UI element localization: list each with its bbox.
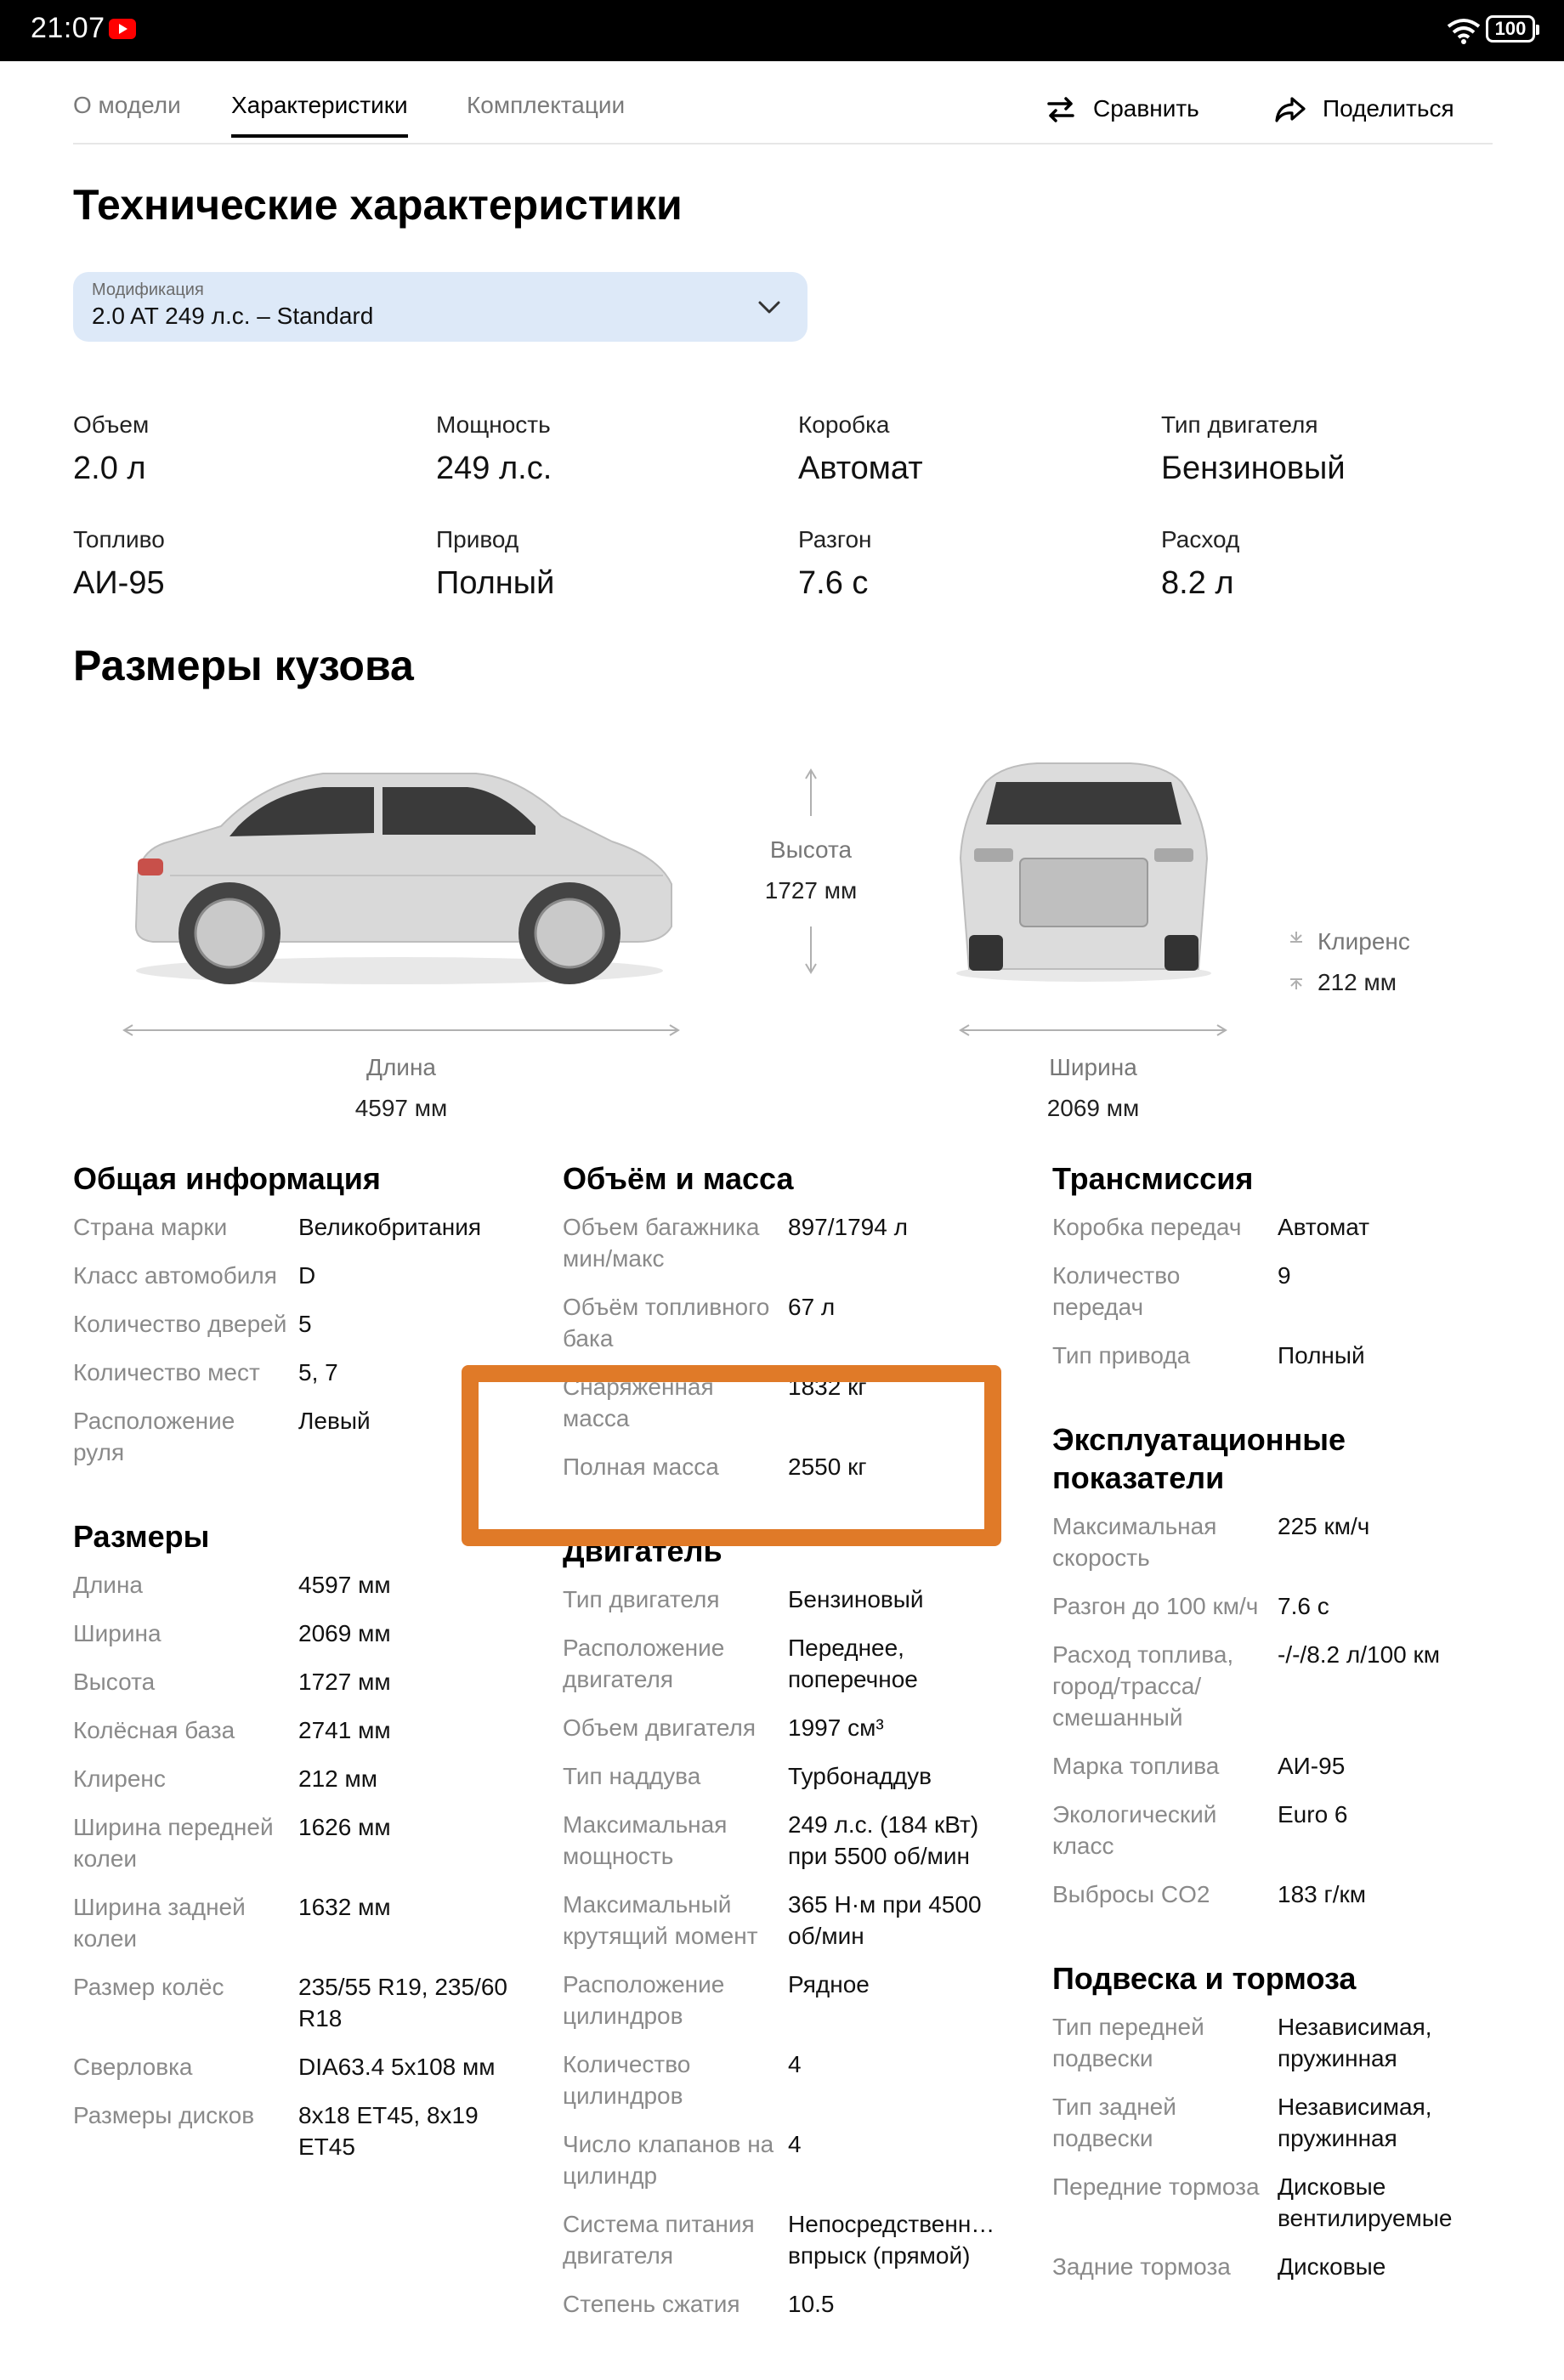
row-label: Максимальная мощность — [563, 1811, 728, 1869]
section-title: Подвеска и тормоза — [1052, 1961, 1357, 1996]
row-value: 67 л — [788, 1294, 836, 1320]
row-value: 4 — [788, 2131, 802, 2157]
row-label: Класс автомобиля — [73, 1262, 277, 1289]
row-label: Сверловка — [73, 2054, 193, 2080]
spec-fuel — [73, 526, 165, 602]
row-label: Ширина задней колеи — [73, 1894, 246, 1952]
row-label: Число клапанов на цилиндр — [563, 2131, 774, 2189]
row-value: 2741 мм — [298, 1717, 391, 1743]
row-label: Ширина передней колеи — [73, 1814, 274, 1872]
share-icon — [1273, 92, 1307, 126]
spec-row — [73, 1260, 515, 1291]
row-label: Количество передач — [1052, 1262, 1181, 1320]
section-title: Эксплуатационные показатели — [1052, 1422, 1346, 1495]
row-label: Расположение цилиндров — [563, 1971, 725, 2029]
row-value: Непосредственн… впрыск (прямой) — [788, 2211, 995, 2269]
general-info-section — [73, 1159, 515, 2179]
spec-value: 249 л.с. — [436, 450, 552, 486]
row-value: 183 г/км — [1278, 1881, 1366, 1907]
spec-consumption — [1161, 526, 1239, 602]
row-label: Объём топливного бака — [563, 1294, 770, 1352]
row-label: Колёсная база — [73, 1717, 235, 1743]
row-label: Количество дверей — [73, 1311, 287, 1337]
clearance-label: Клиренс — [1318, 928, 1410, 955]
width-label: Ширина — [1049, 1054, 1137, 1080]
spec-row — [73, 1811, 515, 1874]
row-label: Экологический класс — [1052, 1801, 1217, 1859]
share-label: Поделиться — [1323, 95, 1454, 122]
compare-button[interactable] — [1044, 92, 1199, 126]
row-label: Расположение двигателя — [563, 1635, 725, 1692]
status-time: 21:07 — [31, 12, 105, 44]
row-value: 1997 см³ — [788, 1714, 884, 1741]
spec-row — [563, 1632, 1005, 1695]
car-front-image — [944, 756, 1224, 986]
spec-value: 7.6 с — [798, 565, 869, 601]
spec-row — [73, 2100, 515, 2162]
share-button[interactable] — [1273, 92, 1454, 126]
row-value: DIA63.4 5x108 мм — [298, 2054, 496, 2080]
row-label: Передние тормоза — [1052, 2173, 1260, 2200]
modification-label: Модификация — [92, 280, 204, 299]
row-value: 9 — [1278, 1262, 1291, 1289]
row-value: Левый — [298, 1408, 371, 1434]
youtube-icon — [109, 19, 136, 39]
row-label: Максимальный крутящий момент — [563, 1891, 758, 1949]
spec-row — [563, 1291, 1005, 1354]
row-label: Размеры дисков — [73, 2102, 255, 2128]
mass-highlight-box — [462, 1365, 1001, 1546]
row-value: 8x18 ET45, 8x19 ET45 — [298, 2102, 479, 2160]
body-dimensions-title: Размеры кузова — [73, 642, 414, 689]
row-value: 4597 мм — [298, 1572, 391, 1598]
spec-row — [563, 1712, 1005, 1743]
tab-specifications[interactable]: Характеристики — [231, 92, 408, 118]
modification-select[interactable] — [73, 272, 808, 342]
row-value: Дисковые — [1278, 2253, 1386, 2280]
height-arrow — [802, 765, 819, 978]
battery-indicator: 100 — [1486, 15, 1535, 42]
spec-label: Тип двигателя — [1161, 411, 1318, 438]
compare-icon — [1044, 92, 1078, 126]
spec-label: Коробка — [798, 411, 890, 438]
row-value: 1626 мм — [298, 1814, 391, 1840]
row-label: Тип задней подвески — [1052, 2094, 1176, 2151]
row-value: D — [298, 1262, 316, 1289]
row-label: Тип наддува — [563, 1763, 701, 1789]
modification-value: 2.0 AT 249 л.с. – Standard — [92, 303, 374, 329]
spec-row — [1052, 1510, 1494, 1573]
row-value: 1632 мм — [298, 1894, 391, 1920]
row-label: Тип двигателя — [563, 1586, 720, 1612]
row-label: Тип передней подвески — [1052, 2014, 1204, 2071]
row-label: Ширина — [73, 1620, 162, 1646]
row-value: 5 — [298, 1311, 312, 1337]
spec-drive — [436, 526, 554, 602]
spec-label: Топливо — [73, 526, 165, 552]
row-value: Независимая, пружинная — [1278, 2094, 1432, 2151]
chevron-down-icon — [756, 294, 782, 320]
length-label: Длина — [366, 1054, 436, 1080]
length-arrow — [119, 1022, 683, 1039]
row-label: Клиренс — [73, 1765, 166, 1792]
spec-row — [1052, 1878, 1494, 1910]
clearance-value: 212 мм — [1318, 969, 1397, 995]
spec-row — [73, 1357, 515, 1388]
spec-row — [1052, 2011, 1494, 2074]
section-title: Объём и масса — [563, 1161, 794, 1196]
spec-row — [73, 1666, 515, 1697]
spec-row — [73, 1763, 515, 1794]
spec-value: 2.0 л — [73, 450, 146, 486]
row-label: Страна марки — [73, 1214, 228, 1240]
section-title: Размеры — [73, 1519, 210, 1554]
section-title: Трансмиссия — [1052, 1161, 1254, 1196]
row-value: 1727 мм — [298, 1669, 391, 1695]
spec-row — [73, 1211, 515, 1243]
row-value: 225 км/ч — [1278, 1513, 1370, 1539]
row-label: Длина — [73, 1572, 143, 1598]
transmission-section — [1052, 1159, 1494, 2299]
clearance-icon — [1287, 930, 1306, 998]
row-label: Снаряженная масса — [563, 1374, 714, 1431]
car-side-image — [119, 748, 680, 1003]
width-arrow — [955, 1022, 1231, 1039]
spec-row — [563, 2048, 1005, 2111]
spec-volume — [73, 411, 149, 487]
page-title: Технические характеристики — [73, 181, 683, 229]
row-label: Полная масса — [563, 1454, 719, 1480]
tab-trims[interactable]: Комплектации — [467, 92, 626, 118]
spec-row — [563, 1760, 1005, 1792]
spec-row — [1052, 1340, 1494, 1371]
height-label: Высота — [769, 836, 853, 863]
row-value: АИ-95 — [1278, 1753, 1346, 1779]
spec-row — [563, 2208, 1005, 2271]
spec-row — [1052, 1211, 1494, 1243]
spec-row — [563, 1809, 1005, 1872]
row-value: 5, 7 — [298, 1359, 338, 1386]
row-value: Дисковые вентилируемые — [1278, 2173, 1453, 2231]
row-value: 7.6 с — [1278, 1593, 1329, 1619]
spec-row — [563, 1889, 1005, 1952]
spec-row — [73, 1308, 515, 1340]
row-value: 365 Н·м при 4500 об/мин — [788, 1891, 982, 1949]
spec-row — [1052, 1799, 1494, 1862]
compare-label: Сравнить — [1093, 95, 1199, 122]
spec-row — [1052, 2171, 1494, 2234]
length-value: 4597 мм — [354, 1095, 448, 1121]
row-label: Разгон до 100 км/ч — [1052, 1593, 1259, 1619]
volume-mass-section — [563, 1159, 1005, 2337]
row-label: Объем двигателя — [563, 1714, 756, 1741]
spec-row — [1052, 1750, 1494, 1782]
row-label: Тип привода — [1052, 1342, 1191, 1368]
section-title: Общая информация — [73, 1161, 381, 1196]
spec-row — [73, 1569, 515, 1601]
spec-label: Мощность — [436, 411, 551, 438]
row-label: Размер колёс — [73, 1974, 224, 2000]
spec-row — [563, 1584, 1005, 1615]
spec-acceleration — [798, 526, 871, 602]
spec-row — [1052, 1639, 1494, 1733]
row-value: 897/1794 л — [788, 1214, 908, 1240]
row-label: Система питания двигателя — [563, 2211, 755, 2269]
spec-row — [563, 1969, 1005, 2032]
row-label: Количество цилиндров — [563, 2051, 691, 2109]
row-value: Независимая, пружинная — [1278, 2014, 1432, 2071]
spec-engine-type — [1161, 411, 1346, 487]
spec-row — [73, 1618, 515, 1649]
spec-row — [73, 1714, 515, 1746]
row-value: Переднее, поперечное — [788, 1635, 918, 1692]
section-title: Двигатель — [563, 1533, 722, 1568]
row-value: -/-/8.2 л/100 км — [1278, 1641, 1441, 1668]
spec-row — [563, 1211, 1005, 1274]
spec-row — [73, 1971, 515, 2034]
row-value: Полный — [1278, 1342, 1365, 1368]
row-label: Количество мест — [73, 1359, 260, 1386]
spec-row — [1052, 2091, 1494, 2154]
tab-bar — [73, 61, 1493, 144]
spec-power — [436, 411, 552, 487]
tab-about-model[interactable]: О модели — [73, 92, 181, 118]
spec-row — [563, 2288, 1005, 2320]
spec-row — [563, 2128, 1005, 2191]
row-label: Расход топлива, город/трасса/ смешанный — [1052, 1641, 1234, 1731]
spec-row — [1052, 1590, 1494, 1622]
spec-value: Автомат — [798, 450, 923, 486]
row-value: 2550 кг — [788, 1454, 867, 1480]
spec-row — [73, 2051, 515, 2082]
status-bar — [0, 0, 1564, 61]
row-label: Задние тормоза — [1052, 2253, 1231, 2280]
spec-value: АИ-95 — [73, 565, 165, 601]
spec-label: Объем — [73, 411, 150, 438]
height-value: 1727 мм — [764, 877, 858, 904]
spec-row — [1052, 2251, 1494, 2282]
row-value: Автомат — [1278, 1214, 1370, 1240]
spec-value: Бензиновый — [1161, 450, 1346, 486]
row-value: 4 — [788, 2051, 802, 2077]
row-value: 212 мм — [298, 1765, 377, 1792]
row-value: 249 л.с. (184 кВт) при 5500 об/мин — [788, 1811, 979, 1869]
row-label: Расположение руля — [73, 1408, 235, 1465]
row-value: 235/55 R19, 235/60 R18 — [298, 1974, 507, 2032]
row-value: Турбонаддув — [788, 1763, 932, 1789]
row-label: Степень сжатия — [563, 2291, 740, 2317]
row-label: Объем багажника мин/макс — [563, 1214, 760, 1272]
spec-value: Полный — [436, 565, 555, 601]
spec-label: Расход — [1161, 526, 1240, 552]
row-label: Выбросы CO2 — [1052, 1881, 1210, 1907]
row-value: 10.5 — [788, 2291, 835, 2317]
spec-label: Привод — [436, 526, 519, 552]
spec-value: 8.2 л — [1161, 565, 1234, 601]
row-label: Коробка передач — [1052, 1214, 1242, 1240]
row-value: Рядное — [788, 1971, 870, 1998]
wifi-icon — [1447, 17, 1481, 44]
row-value: 2069 мм — [298, 1620, 391, 1646]
row-value: Euro 6 — [1278, 1801, 1348, 1828]
spec-row — [73, 1405, 515, 1468]
row-value: Бензиновый — [788, 1586, 924, 1612]
width-value: 2069 мм — [1046, 1095, 1140, 1121]
row-label: Марка топлива — [1052, 1753, 1220, 1779]
row-label: Максимальная скорость — [1052, 1513, 1217, 1571]
row-value: 1832 кг — [788, 1374, 867, 1400]
spec-row — [73, 1891, 515, 1954]
spec-gearbox — [798, 411, 923, 487]
row-value: Великобритания — [298, 1214, 482, 1240]
spec-label: Разгон — [798, 526, 872, 552]
spec-row — [1052, 1260, 1494, 1323]
row-label: Высота — [73, 1669, 156, 1695]
